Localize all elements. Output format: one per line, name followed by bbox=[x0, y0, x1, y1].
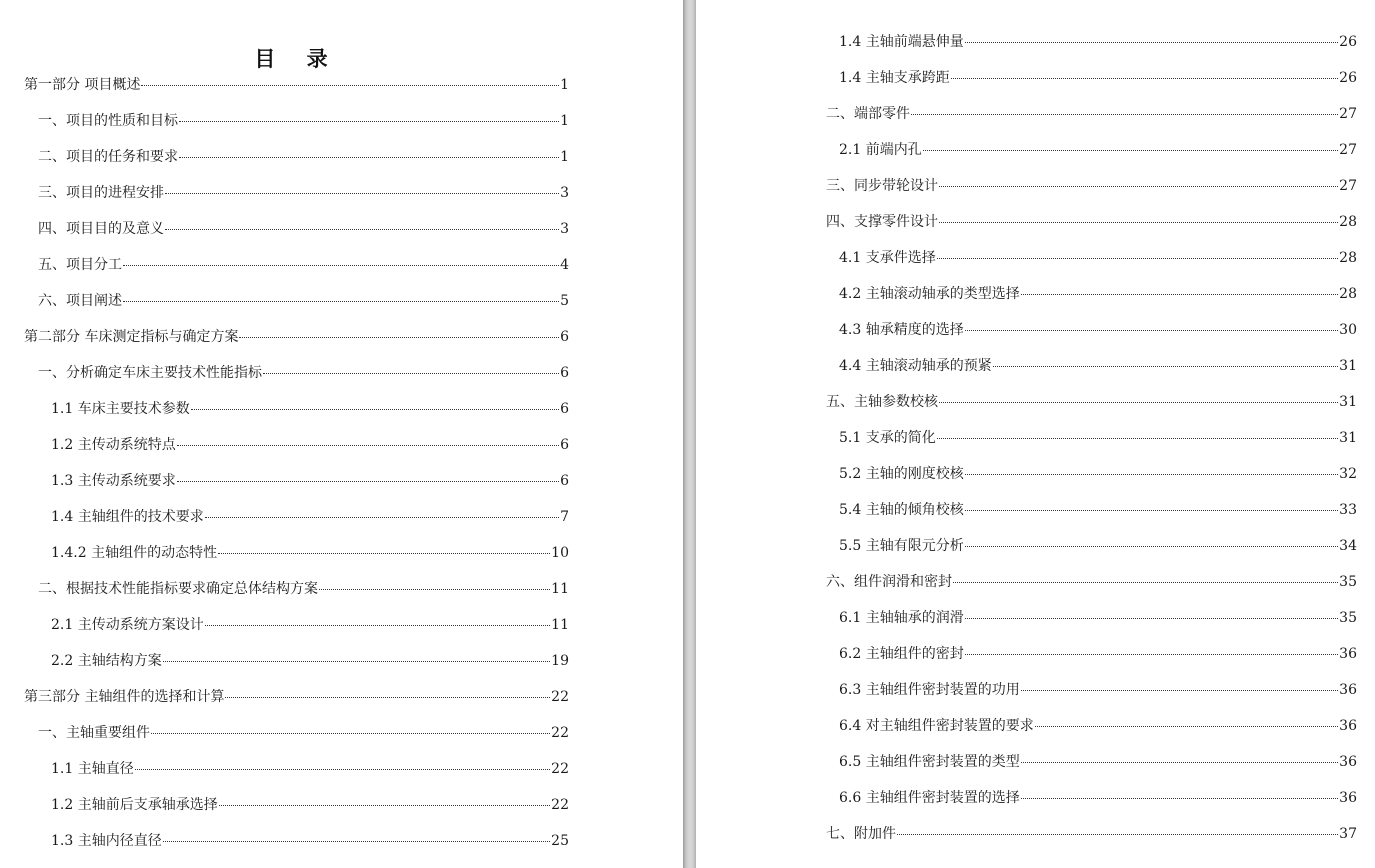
toc-entry-title: 2.1 前端内孔 bbox=[839, 142, 922, 158]
toc-dot-leader bbox=[923, 150, 1338, 151]
toc-dot-leader bbox=[965, 42, 1338, 43]
toc-entry[interactable] bbox=[24, 434, 569, 456]
toc-entry-title: 5.2 主轴的刚度校核 bbox=[839, 466, 964, 482]
toc-entry-page-number: 30 bbox=[1339, 322, 1357, 338]
toc-entry-title: 1.3 主传动系统要求 bbox=[51, 473, 176, 489]
toc-dot-leader bbox=[937, 438, 1338, 439]
toc-entry-page-number: 3 bbox=[560, 185, 569, 201]
toc-entry-title: 1.1 主轴直径 bbox=[51, 761, 134, 777]
toc-entry-page-number: 22 bbox=[551, 725, 569, 741]
toc-entry-title: 第一部分 项目概述 bbox=[24, 77, 141, 93]
toc-entry[interactable] bbox=[826, 607, 1357, 629]
toc-entry-title: 5.1 支承的简化 bbox=[839, 430, 936, 446]
toc-entry-title: 一、分析确定车床主要技术性能指标 bbox=[38, 365, 262, 381]
toc-entry[interactable] bbox=[24, 110, 569, 132]
toc-title: 目 录 bbox=[254, 47, 340, 71]
toc-entry-page-number: 35 bbox=[1339, 574, 1357, 590]
toc-entry-title: 二、端部零件 bbox=[826, 106, 910, 122]
toc-entry[interactable] bbox=[826, 787, 1357, 809]
toc-entry[interactable] bbox=[24, 74, 569, 96]
toc-dot-leader bbox=[191, 409, 559, 410]
toc-dot-leader bbox=[1021, 690, 1338, 691]
toc-entry-page-number: 36 bbox=[1339, 646, 1357, 662]
toc-entry-title: 2.2 主轴结构方案 bbox=[51, 653, 162, 669]
toc-dot-leader bbox=[951, 78, 1338, 79]
toc-entry-page-number: 22 bbox=[551, 761, 569, 777]
toc-entry-title: 5.5 主轴有限元分析 bbox=[839, 538, 964, 554]
toc-entry-page-number: 35 bbox=[1339, 610, 1357, 626]
toc-entry-title: 1.4.2 主轴组件的动态特性 bbox=[51, 545, 218, 561]
toc-entry-page-number: 27 bbox=[1339, 178, 1357, 194]
toc-dot-leader bbox=[151, 733, 550, 734]
toc-entry[interactable] bbox=[826, 211, 1357, 233]
toc-entry-page-number: 1 bbox=[560, 77, 569, 93]
toc-entry[interactable] bbox=[826, 139, 1357, 161]
toc-entry[interactable] bbox=[24, 506, 569, 528]
toc-entry-page-number: 25 bbox=[551, 833, 569, 849]
toc-entry[interactable] bbox=[24, 254, 569, 276]
toc-dot-leader bbox=[911, 114, 1338, 115]
toc-entry[interactable] bbox=[24, 362, 569, 384]
toc-entry-page-number: 1 bbox=[560, 113, 569, 129]
toc-entry[interactable] bbox=[826, 31, 1357, 53]
toc-entry[interactable] bbox=[24, 578, 569, 600]
toc-entry-page-number: 36 bbox=[1339, 790, 1357, 806]
toc-entry-page-number: 22 bbox=[551, 689, 569, 705]
toc-entry-page-number: 22 bbox=[551, 797, 569, 813]
toc-entry-title: 七、附加件 bbox=[826, 826, 896, 842]
toc-entry-page-number: 32 bbox=[1339, 466, 1357, 482]
toc-dot-leader bbox=[953, 582, 1338, 583]
toc-dot-leader bbox=[165, 193, 559, 194]
toc-entry-title: 四、项目目的及意义 bbox=[38, 221, 164, 237]
toc-entry-page-number: 6 bbox=[560, 365, 569, 381]
toc-dot-leader bbox=[965, 546, 1338, 547]
toc-entry-page-number: 26 bbox=[1339, 70, 1357, 86]
toc-entry[interactable] bbox=[24, 326, 569, 348]
toc-entry-title: 6.1 主轴轴承的润滑 bbox=[839, 610, 964, 626]
toc-entry-page-number: 1 bbox=[560, 149, 569, 165]
toc-entry-page-number: 10 bbox=[551, 545, 569, 561]
toc-dot-leader bbox=[135, 769, 550, 770]
toc-dot-leader bbox=[939, 186, 1338, 187]
toc-entry[interactable] bbox=[826, 175, 1357, 197]
toc-entry[interactable] bbox=[24, 218, 569, 240]
toc-entry[interactable] bbox=[24, 542, 569, 564]
toc-entry[interactable] bbox=[826, 499, 1357, 521]
toc-dot-leader bbox=[205, 625, 550, 626]
toc-entry[interactable] bbox=[826, 679, 1357, 701]
toc-entry[interactable] bbox=[24, 650, 569, 672]
toc-dot-leader bbox=[123, 301, 559, 302]
toc-entry-title: 1.1 车床主要技术参数 bbox=[51, 401, 190, 417]
toc-dot-leader bbox=[939, 402, 1338, 403]
toc-entry[interactable] bbox=[826, 67, 1357, 89]
toc-dot-leader bbox=[219, 805, 550, 806]
toc-dot-leader bbox=[1021, 762, 1338, 763]
toc-entry-page-number: 11 bbox=[551, 617, 569, 633]
document-page-right bbox=[696, 0, 1375, 868]
toc-entry[interactable] bbox=[24, 146, 569, 168]
toc-entry-page-number: 28 bbox=[1339, 250, 1357, 266]
toc-entry[interactable] bbox=[826, 643, 1357, 665]
toc-entry-title: 六、组件润滑和密封 bbox=[826, 574, 952, 590]
toc-entry-page-number: 28 bbox=[1339, 214, 1357, 230]
toc-entry-title: 4.4 主轴滚动轴承的预紧 bbox=[839, 358, 992, 374]
toc-entry[interactable] bbox=[24, 398, 569, 420]
toc-dot-leader bbox=[239, 337, 559, 338]
toc-entry-page-number: 28 bbox=[1339, 286, 1357, 302]
toc-entry[interactable] bbox=[826, 571, 1357, 593]
toc-entry[interactable] bbox=[826, 103, 1357, 125]
toc-entry-page-number: 6 bbox=[560, 473, 569, 489]
toc-entry[interactable] bbox=[826, 535, 1357, 557]
toc-entry-page-number: 36 bbox=[1339, 682, 1357, 698]
toc-entry-page-number: 26 bbox=[1339, 34, 1357, 50]
toc-dot-leader bbox=[897, 834, 1338, 835]
toc-entry-page-number: 34 bbox=[1339, 538, 1357, 554]
toc-entry[interactable] bbox=[826, 283, 1357, 305]
toc-entry[interactable] bbox=[826, 355, 1357, 377]
toc-dot-leader bbox=[163, 841, 550, 842]
toc-entry-page-number: 6 bbox=[560, 401, 569, 417]
toc-dot-leader bbox=[177, 481, 559, 482]
toc-entry-title: 1.2 主传动系统特点 bbox=[51, 437, 176, 453]
toc-entry-title: 四、支撑零件设计 bbox=[826, 214, 938, 230]
toc-entry-title: 第三部分 主轴组件的选择和计算 bbox=[24, 689, 225, 705]
toc-entry-title: 第二部分 车床测定指标与确定方案 bbox=[24, 329, 239, 345]
toc-dot-leader bbox=[965, 330, 1338, 331]
toc-entry-page-number: 37 bbox=[1339, 826, 1357, 842]
toc-dot-leader bbox=[225, 697, 550, 698]
toc-entry-title: 4.3 轴承精度的选择 bbox=[839, 322, 964, 338]
toc-entry-page-number: 27 bbox=[1339, 106, 1357, 122]
toc-entry[interactable] bbox=[24, 758, 569, 780]
toc-entry-title: 一、项目的性质和目标 bbox=[38, 113, 178, 129]
toc-entry-title: 4.1 支承件选择 bbox=[839, 250, 936, 266]
toc-entry-page-number: 27 bbox=[1339, 142, 1357, 158]
toc-entry-page-number: 36 bbox=[1339, 754, 1357, 770]
toc-entry-page-number: 6 bbox=[560, 329, 569, 345]
toc-entry-title: 6.6 主轴组件密封装置的选择 bbox=[839, 790, 1020, 806]
toc-dot-leader bbox=[177, 445, 559, 446]
toc-entry[interactable] bbox=[826, 247, 1357, 269]
toc-entry-page-number: 5 bbox=[560, 293, 569, 309]
toc-entry-title: 二、根据技术性能指标要求确定总体结构方案 bbox=[38, 581, 318, 597]
toc-dot-leader bbox=[937, 258, 1338, 259]
toc-dot-leader bbox=[179, 121, 559, 122]
toc-dot-leader bbox=[993, 366, 1338, 367]
toc-entry-page-number: 31 bbox=[1339, 394, 1357, 410]
toc-dot-leader bbox=[123, 265, 559, 266]
toc-entry-title: 1.4 主轴支承跨距 bbox=[839, 70, 950, 86]
toc-entry-page-number: 19 bbox=[551, 653, 569, 669]
document-page-left bbox=[0, 0, 683, 868]
toc-dot-leader bbox=[165, 229, 559, 230]
toc-entry-title: 一、主轴重要组件 bbox=[38, 725, 150, 741]
toc-dot-leader bbox=[163, 661, 550, 662]
toc-entry[interactable] bbox=[24, 794, 569, 816]
toc-entry-title: 6.3 主轴组件密封装置的功用 bbox=[839, 682, 1020, 698]
toc-entry[interactable] bbox=[24, 722, 569, 744]
toc-dot-leader bbox=[1021, 798, 1338, 799]
toc-entry-title: 2.1 主传动系统方案设计 bbox=[51, 617, 204, 633]
toc-dot-leader bbox=[939, 222, 1338, 223]
toc-entry-title: 5.4 主轴的倾角校核 bbox=[839, 502, 964, 518]
toc-entry[interactable] bbox=[826, 715, 1357, 737]
toc-entry-title: 6.2 主轴组件的密封 bbox=[839, 646, 964, 662]
toc-entry[interactable] bbox=[826, 391, 1357, 413]
toc-entry-page-number: 36 bbox=[1339, 718, 1357, 734]
toc-entry-title: 六、项目阐述 bbox=[38, 293, 122, 309]
toc-entry-title: 三、同步带轮设计 bbox=[826, 178, 938, 194]
toc-entry[interactable] bbox=[24, 182, 569, 204]
toc-dot-leader bbox=[965, 618, 1338, 619]
toc-entry[interactable] bbox=[826, 427, 1357, 449]
toc-entry[interactable] bbox=[24, 470, 569, 492]
toc-dot-leader bbox=[965, 510, 1338, 511]
toc-entry-title: 二、项目的任务和要求 bbox=[38, 149, 178, 165]
toc-entry-title: 三、项目的进程安排 bbox=[38, 185, 164, 201]
toc-entry-title: 1.3 主轴内径直径 bbox=[51, 833, 162, 849]
toc-entry-page-number: 4 bbox=[560, 257, 569, 273]
toc-entry-page-number: 31 bbox=[1339, 430, 1357, 446]
toc-dot-leader bbox=[1035, 726, 1338, 727]
toc-dot-leader bbox=[205, 517, 559, 518]
toc-entry[interactable] bbox=[826, 319, 1357, 341]
toc-entry-page-number: 6 bbox=[560, 437, 569, 453]
toc-entry-title: 1.2 主轴前后支承轴承选择 bbox=[51, 797, 218, 813]
toc-dot-leader bbox=[965, 654, 1338, 655]
toc-entry[interactable] bbox=[826, 463, 1357, 485]
toc-entry[interactable] bbox=[24, 290, 569, 312]
toc-entry-page-number: 33 bbox=[1339, 502, 1357, 518]
page-gutter bbox=[683, 0, 696, 868]
toc-entry[interactable] bbox=[826, 751, 1357, 773]
toc-dot-leader bbox=[965, 474, 1338, 475]
toc-dot-leader bbox=[319, 589, 550, 590]
toc-entry-page-number: 31 bbox=[1339, 358, 1357, 374]
toc-dot-leader bbox=[179, 157, 559, 158]
toc-entry[interactable] bbox=[24, 614, 569, 636]
toc-entry-title: 五、项目分工 bbox=[38, 257, 122, 273]
toc-dot-leader bbox=[218, 553, 550, 554]
toc-entry[interactable] bbox=[24, 686, 569, 708]
toc-entry[interactable] bbox=[826, 823, 1357, 845]
toc-dot-leader bbox=[1021, 294, 1338, 295]
toc-entry-title: 6.5 主轴组件密封装置的类型 bbox=[839, 754, 1020, 770]
toc-entry[interactable] bbox=[24, 830, 569, 852]
toc-entry-title: 4.2 主轴滚动轴承的类型选择 bbox=[839, 286, 1020, 302]
toc-dot-leader bbox=[141, 85, 559, 86]
toc-entry-page-number: 3 bbox=[560, 221, 569, 237]
toc-entry-title: 五、主轴参数校核 bbox=[826, 394, 938, 410]
toc-entry-page-number: 11 bbox=[551, 581, 569, 597]
toc-entry-page-number: 7 bbox=[560, 509, 569, 525]
toc-entry-title: 1.4 主轴前端悬伸量 bbox=[839, 34, 964, 50]
toc-entry-title: 6.4 对主轴组件密封装置的要求 bbox=[839, 718, 1034, 734]
toc-entry-title: 1.4 主轴组件的技术要求 bbox=[51, 509, 204, 525]
toc-dot-leader bbox=[263, 373, 559, 374]
